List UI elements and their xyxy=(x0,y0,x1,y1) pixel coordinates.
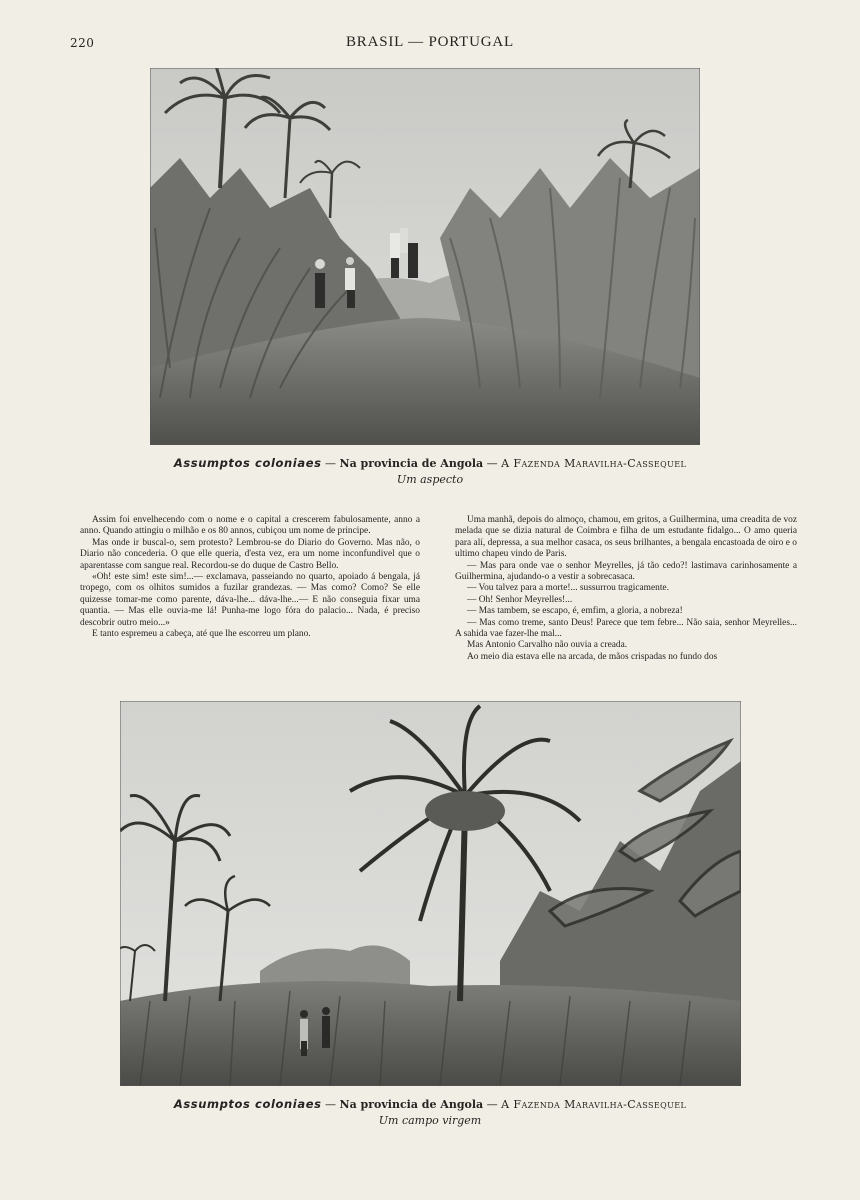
page-number: 220 xyxy=(70,36,95,50)
caption-title: Assumptos coloniaes xyxy=(173,1097,322,1111)
photo-plantation-path xyxy=(150,68,700,445)
caption-separator: — xyxy=(483,457,502,470)
running-header: BRASIL — PORTUGAL xyxy=(346,34,514,50)
paragraph: — Mas como treme, santo Deus! Parece que tem febre... Não saia, senhor Meyrelles... A sahida vae fazer-lhe mal... xyxy=(455,617,797,640)
paragraph: — Vou talvez para a morte!... sussurrou tragicamente. xyxy=(467,583,669,594)
paragraph: — Mas para onde vae o senhor Meyrelles, já tão cedo?! lastimava carinhosamente a Guilhermina, ajudando-o a vestir a sobrecasaca. xyxy=(455,560,797,583)
figure-caption-2 xyxy=(0,1097,860,1128)
caption-estate: A Fazenda Maravilha-Cassequel xyxy=(501,1098,687,1111)
text-column-left xyxy=(80,515,420,640)
paragraph: Ao meio dia estava elle na arcada, de mãos crispadas no fundo dos xyxy=(467,651,718,662)
caption-separator: — xyxy=(321,457,340,470)
paragraph: Mas onde ir buscal-o, sem protesto? Lembrou-se do Diario do Governo. Mas não, o Diario não concederia. O que elle queria, d'esta vez, era um nome inconfundivel que o aparentasse com sangue real. Recordou-se do duque de Castro Bello. xyxy=(80,537,420,571)
caption-estate: A Fazenda Maravilha-Cassequel xyxy=(501,457,687,470)
figure-caption-1 xyxy=(0,456,860,487)
paragraph: Uma manhã, depois do almoço, chamou, em gritos, a Guilhermina, uma creadita de voz melada que se dizia natural de Coimbra e filha de um estudante fidalgo... O amo queria para alí, depressa, a sua melhor casaca, os seus brilhantes, a bengala encastoada de oiro e o ultimo chapeu vindo de Paris. xyxy=(455,515,797,560)
photo-virgin-field xyxy=(120,701,741,1086)
paragraph: — Oh! Senhor Meyrelles!... xyxy=(467,594,573,605)
caption-separator: — xyxy=(483,1098,502,1111)
caption-place: Na provincia de Angola xyxy=(339,457,484,470)
caption-separator: — xyxy=(321,1098,340,1111)
paragraph: — Mas tambem, se escapo, é, emfim, a gloria, a nobreza! xyxy=(467,606,683,617)
caption-place: Na provincia de Angola xyxy=(339,1098,484,1111)
paragraph: E tanto espremeu a cabeça, até que lhe escorreu um plano. xyxy=(92,629,311,640)
caption-title: Assumptos coloniaes xyxy=(173,456,322,470)
paragraph: «Oh! este sim! este sim!...— exclamava, passeiando no quarto, apoiado á bengala, já tropego, com os olhitos sumidos a fuzilar grandezas. — Mas como? Como? Se elle quizesse tomar-me como parente, dáva-lhe... dáva-lhe...— E não conseguia fixar uma quantia. — Mas elle ouvia-me lá! Punha-me logo fóra do palacio... Nada, é preciso descobrir outro meio...» xyxy=(80,572,420,628)
caption-subtitle: Um campo virgem xyxy=(378,1114,482,1127)
caption-subtitle: Um aspecto xyxy=(396,473,464,486)
paragraph: Mas Antonio Carvalho não ouvia a creada. xyxy=(467,640,628,651)
text-column-right xyxy=(455,515,797,663)
paragraph: Assim foi envelhecendo com o nome e o capital a crescerem fabulosamente, anno a anno. Quando attingiu o milhão e os 80 annos, cubiçou um nome de principe. xyxy=(80,515,420,537)
